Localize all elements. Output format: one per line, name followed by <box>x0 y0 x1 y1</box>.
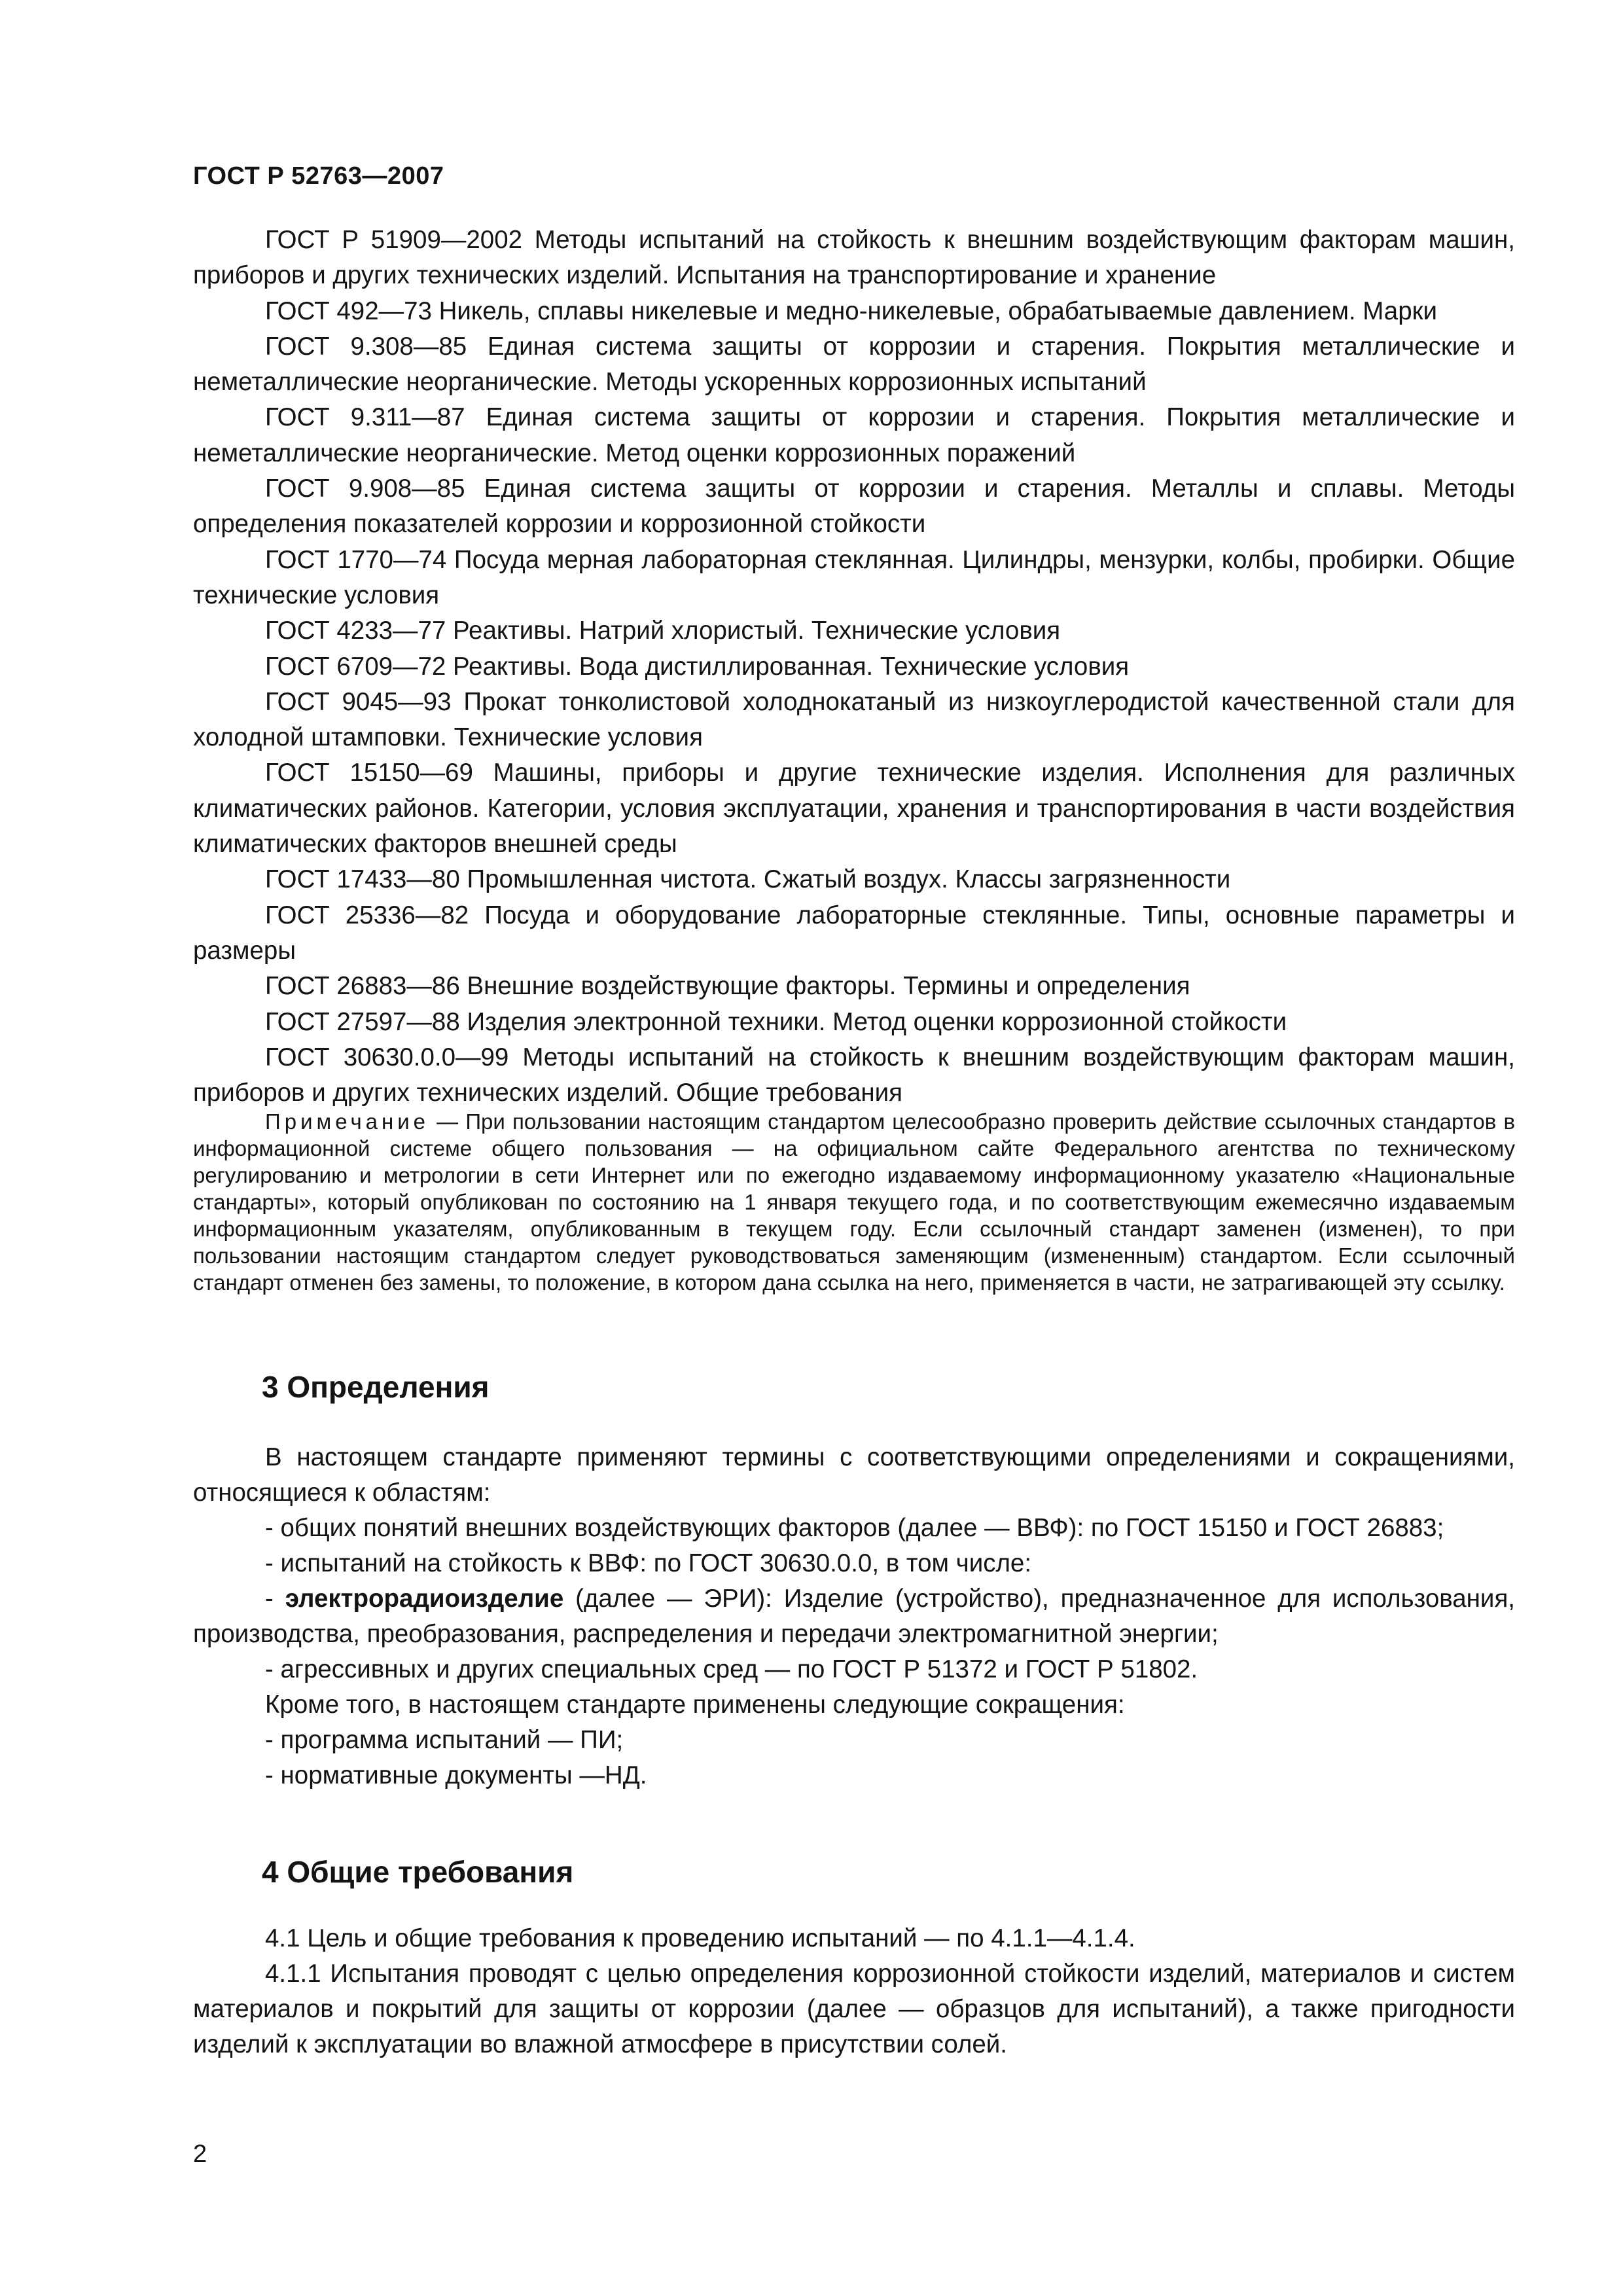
note-label: Примечание <box>265 1109 430 1134</box>
abbreviation-item: - программа испытаний — ПИ; <box>265 1726 624 1754</box>
reference-item: ГОСТ 9.311—87 Единая система защиты от коррозии и старения. Покрытия металлические и неметаллические неорганические. Метод оценки коррозионных поражений <box>193 403 1515 467</box>
definitions-item: - агрессивных и других специальных сред — по ГОСТ Р 51372 и ГОСТ Р 51802. <box>265 1655 1198 1683</box>
reference-item: ГОСТ 4233—77 Реактивы. Натрий хлористый. Технические условия <box>265 617 1061 645</box>
references-list <box>193 223 1515 1111</box>
reference-item: ГОСТ 27597—88 Изделия электронной техники. Метод оценки коррозионной стойкости <box>265 1007 1287 1036</box>
reference-item: ГОСТ 30630.0.0—99 Методы испытаний на стойкость к внешним воздействующим факторам машин, приборов и других технических изделий. Общие требования <box>193 1043 1515 1107</box>
reference-item: ГОСТ 9.908—85 Единая система защиты от коррозии и старения. Металлы и сплавы. Методы определения показателей коррозии и коррозионной стойкости <box>193 475 1515 539</box>
section-4-body <box>193 1921 1515 2062</box>
definitions-item: - испытаний на стойкость к ВВФ: по ГОСТ 30630.0.0, в том числе: <box>265 1549 1032 1577</box>
clause-4-1-1: 4.1.1 Испытания проводят с целью определения коррозионной стойкости изделий, материалов и систем материалов и покрытий для защиты от коррозии (далее — образцов для испытаний), а также пригодности изделий к эксплуатации во влажной атмосфере в присутствии солей. <box>193 1960 1515 2058</box>
note-text: — При пользовании настоящим стандартом целесообразно проверить действие ссылочных стандартов в информационной системе общего пользования — на официальном сайте Федерального агентства по техническому регулированию и метрологии в сети Интернет или по ежегодно издаваемому информационному указателю «Национальные стандарты», который опубликован по состоянию на 1 января текущего года, и по соответствующим ежемесячно издаваемым информационным указателям, опубликованным в текущем году. Если ссылочный стандарт заменен (изменен), то при пользовании настоящим стандартом следует руководствоваться заменяющим (измененным) стандартом. Если ссылочный стандарт отменен без замены, то положение, в котором дана ссылка на него, применяется в части, не затрагивающей эту ссылку. <box>193 1109 1515 1295</box>
reference-item: ГОСТ 6709—72 Реактивы. Вода дистиллированная. Технические условия <box>265 652 1130 681</box>
document-header: ГОСТ Р 52763—2007 <box>193 162 444 190</box>
definitions-item: - общих понятий внешних воздействующих факторов (далее — ВВФ): по ГОСТ 15150 и ГОСТ 26883; <box>265 1514 1444 1542</box>
section-4-heading: 4 Общие требования <box>262 1855 574 1889</box>
definitions-item <box>193 1581 1515 1652</box>
reference-item: ГОСТ 9045—93 Прокат тонколистовой холоднокатаный из низкоуглеродистой качественной стали для холодной штамповки. Технические условия <box>193 687 1515 752</box>
reference-item: ГОСТ 492—73 Никель, сплавы никелевые и медно-никелевые, обрабатываемые давлением. Марки <box>265 296 1437 325</box>
reference-item: ГОСТ 1770—74 Посуда мерная лабораторная стеклянная. Цилиндры, мензурки, колбы, пробирки. Общие технические условия <box>193 545 1515 609</box>
reference-item: ГОСТ Р 51909—2002 Методы испытаний на стойкость к внешним воздействующим факторам машин, приборов и других технических изделий. Испытания на транспортирование и хранение <box>193 226 1515 290</box>
clause-4-1: 4.1 Цель и общие требования к проведению испытаний — по 4.1.1—4.1.4. <box>265 1924 1135 1952</box>
page-number: 2 <box>193 2140 207 2168</box>
definition-text: (далее — ЭРИ): Изделие (устройство), предназначенное для использования, производства, преобразования, распределения и передачи электромагнитной энергии; <box>193 1585 1515 1648</box>
defined-term: электрорадиоизделие <box>285 1585 564 1613</box>
reference-item: ГОСТ 25336—82 Посуда и оборудование лабораторные стеклянные. Типы, основные параметры и размеры <box>193 901 1515 965</box>
abbreviations-intro: Кроме того, в настоящем стандарте применены следующие сокращения: <box>265 1691 1125 1719</box>
section-3-body <box>193 1440 1515 1793</box>
definitions-intro: В настоящем стандарте применяют термины с соответствующими определениями и сокращениями, относящиеся к областям: <box>193 1443 1515 1507</box>
abbreviation-item: - нормативные документы —НД. <box>265 1761 647 1789</box>
note-paragraph <box>193 1108 1515 1296</box>
reference-item: ГОСТ 26883—86 Внешние воздействующие факторы. Термины и определения <box>265 972 1190 1001</box>
section-3-heading: 3 Определения <box>262 1370 490 1404</box>
reference-item: ГОСТ 15150—69 Машины, приборы и другие технические изделия. Исполнения для различных климатических районов. Категории, условия эксплуатации, хранения и транспортирования в части воздействия климатических факторов внешней среды <box>193 759 1515 859</box>
definitions-item-prefix: - <box>265 1585 285 1613</box>
reference-item: ГОСТ 17433—80 Промышленная чистота. Сжатый воздух. Классы загрязненности <box>265 865 1231 894</box>
reference-item: ГОСТ 9.308—85 Единая система защиты от коррозии и старения. Покрытия металлические и неметаллические неорганические. Методы ускоренных коррозионных испытаний <box>193 332 1515 397</box>
